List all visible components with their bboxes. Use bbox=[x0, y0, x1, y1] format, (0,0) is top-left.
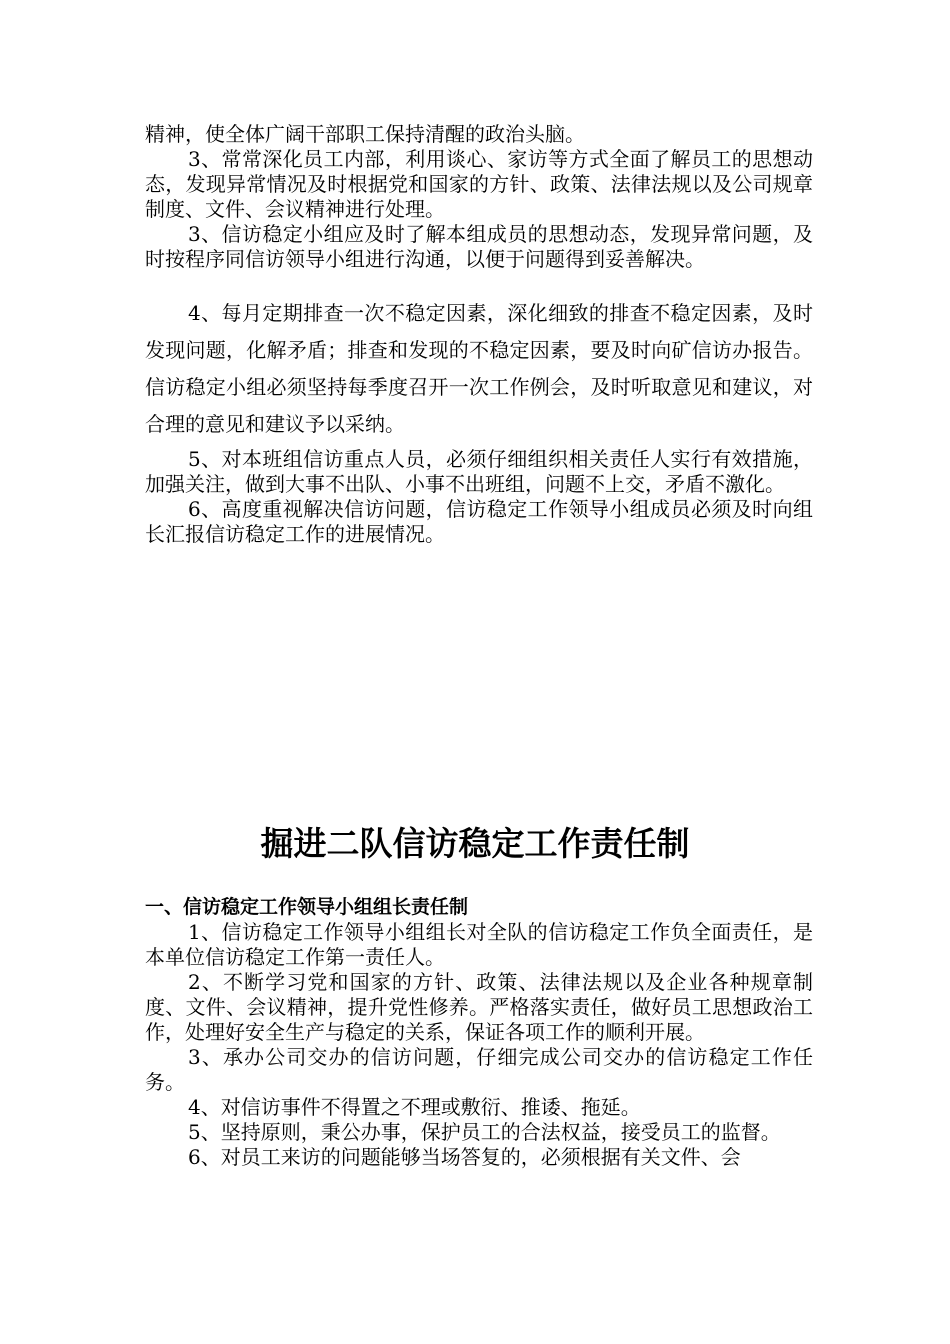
paragraph-item-3b: 3、信访稳定小组应及时了解本组成员的思想动态，发现异常问题，及时按程序同信访领导小组进行沟通，以便于问题得到妥善解决。 bbox=[145, 222, 813, 271]
list-item: 5、坚持原则，秉公办事，保护员工的合法权益，接受员工的监督。 bbox=[188, 1120, 781, 1144]
paragraph-item-6: 6、高度重视解决信访问题，信访稳定工作领导小组成员必须及时向组长汇报信访稳定工作的进展情况。 bbox=[145, 497, 813, 546]
list-item: 1、信访稳定工作领导小组组长对全队的信访稳定工作负全面责任，是本单位信访稳定工作第一责任人。 bbox=[145, 920, 813, 969]
spaced-text-block bbox=[145, 295, 813, 443]
list-item: 4、对信访事件不得置之不理或敷衍、推诿、拖延。 bbox=[188, 1095, 641, 1119]
list-item: 6、对员工来访的问题能够当场答复的，必须根据有关文件、会 bbox=[188, 1145, 741, 1169]
paragraph-continuation: 精神，使全体广阔干部职工保持清醒的政治头脑。 bbox=[145, 122, 585, 146]
paragraph-item-4: 4、每月定期排查一次不稳定因素，深化细致的排查不稳定因素，及时发现问题，化解矛盾；排查和发现的不稳定因素，要及时向矿信访办报告。信访稳定小组必须坚持每季度召开一次工作例会，及时听取意见和建议，对合理的意见和建议予以采纳。 bbox=[145, 301, 813, 436]
document-title: 掘进二队信访稳定工作责任制 bbox=[260, 824, 690, 863]
list-item: 3、承办公司交办的信访问题，仔细完成公司交办的信访稳定工作任务。 bbox=[145, 1045, 813, 1094]
paragraph-item-3a: 3、常常深化员工内部，利用谈心、家访等方式全面了解员工的思想动态，发现异常情况及时根据党和国家的方针、政策、法律法规以及公司规章制度、文件、会议精神进行处理。 bbox=[145, 147, 813, 221]
list-item: 2、不断学习党和国家的方针、政策、法律法规以及企业各种规章制度、文件、会议精神，提升党性修养。严格落实责任，做好员工思想政治工作，处理好安全生产与稳定的关系，保证各项工作的顺利开展。 bbox=[145, 970, 813, 1044]
paragraph-item-5: 5、对本班组信访重点人员，必须仔细组织相关责任人实行有效措施，加强关注，做到大事不出队、小事不出班组，问题不上交，矛盾不激化。 bbox=[145, 447, 813, 496]
top-text-block bbox=[145, 122, 813, 272]
responsibility-section bbox=[145, 895, 813, 1170]
section-heading: 一、信访稳定工作领导小组组长责任制 bbox=[145, 896, 469, 918]
lower-text-block bbox=[145, 447, 813, 547]
